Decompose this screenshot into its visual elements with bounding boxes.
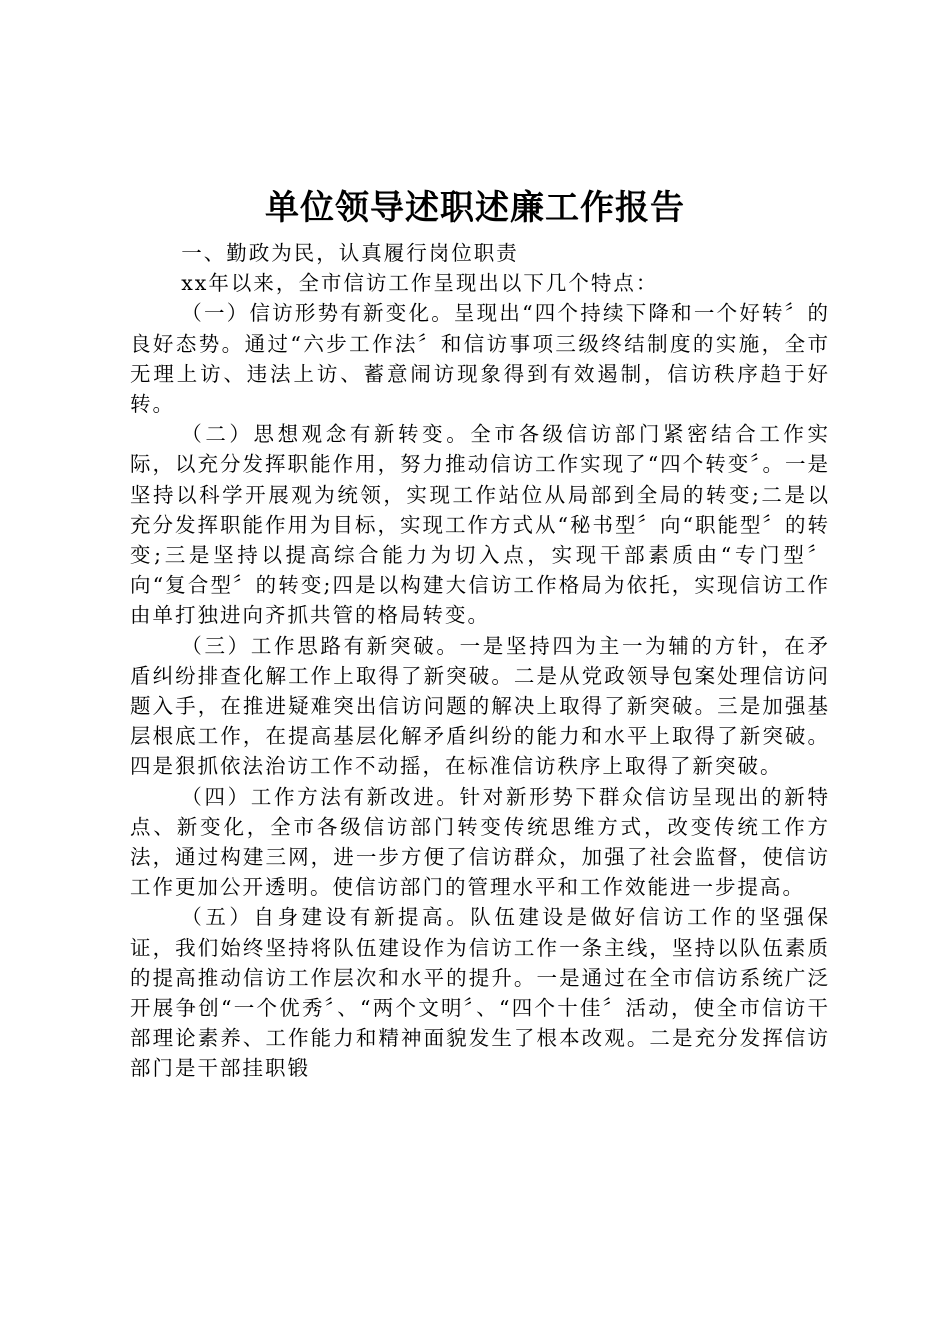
section-heading: 一、勤政为民，认真履行岗位职责 bbox=[181, 241, 519, 265]
page-title: 单位领导述职述廉工作报告 bbox=[265, 188, 685, 228]
paragraph-item-1: （一）信访形势有新变化。呈现出“四个持续下降和一个好转〞的良好态势。通过“六步工作法〞和信访事项三级终结制度的实施，全市无理上访、违法上访、蓄意闹访现象得到有效遏制，信访秩序趋于好转。 bbox=[130, 301, 830, 417]
document-body bbox=[130, 238, 830, 1084]
paragraph-intro: xx年以来，全市信访工作呈现出以下几个特点： bbox=[181, 271, 659, 296]
paragraph-item-5: （五）自身建设有新提高。队伍建设是做好信访工作的坚强保证，我们始终坚持将队伍建设作为信访工作一条主线，坚持以队伍素质的提高推动信访工作层次和水平的提升。一是通过在全市信访系统广泛开展争创“一个优秀〞、“两个文明〞、“四个十佳〞活动，使全市信访干部理论素养、工作能力和精神面貌发生了根本改观。二是充分发挥信访部门是干部挂职锻 bbox=[130, 905, 830, 1081]
paragraph-item-4: （四）工作方法有新改进。针对新形势下群众信访呈现出的新特点、新变化，全市各级信访部门转变传统思维方式，改变传统工作方法，通过构建三网，进一步方便了信访群众，加强了社会监督，使信访工作更加公开透明。使信访部门的管理水平和工作效能进一步提高。 bbox=[130, 784, 830, 900]
paragraph-item-2: （二）思想观念有新转变。全市各级信访部门紧密结合工作实际，以充分发挥职能作用，努力推动信访工作实现了“四个转变〞。一是坚持以科学开展观为统领，实现工作站位从局部到全局的转变;二是以充分发挥职能作用为目标，实现工作方式从“秘书型〞向“职能型〞的转变;三是坚持以提高综合能力为切入点，实现干部素质由“专门型〞向“复合型〞的转变;四是以构建大信访工作格局为依托，实现信访工作由单打独进向齐抓共管的格局转变。 bbox=[130, 422, 830, 628]
paragraph-item-3: （三）工作思路有新突破。一是坚持四为主一为辅的方针，在矛盾纠纷排查化解工作上取得了新突破。二是从党政领导包案处理信访问题入手，在推进疑难突出信访问题的解决上取得了新突破。三是加强基层根底工作，在提高基层化解矛盾纠纷的能力和水平上取得了新突破。四是狠抓依法治访工作不动摇，在标准信访秩序上取得了新突破。 bbox=[130, 633, 830, 779]
